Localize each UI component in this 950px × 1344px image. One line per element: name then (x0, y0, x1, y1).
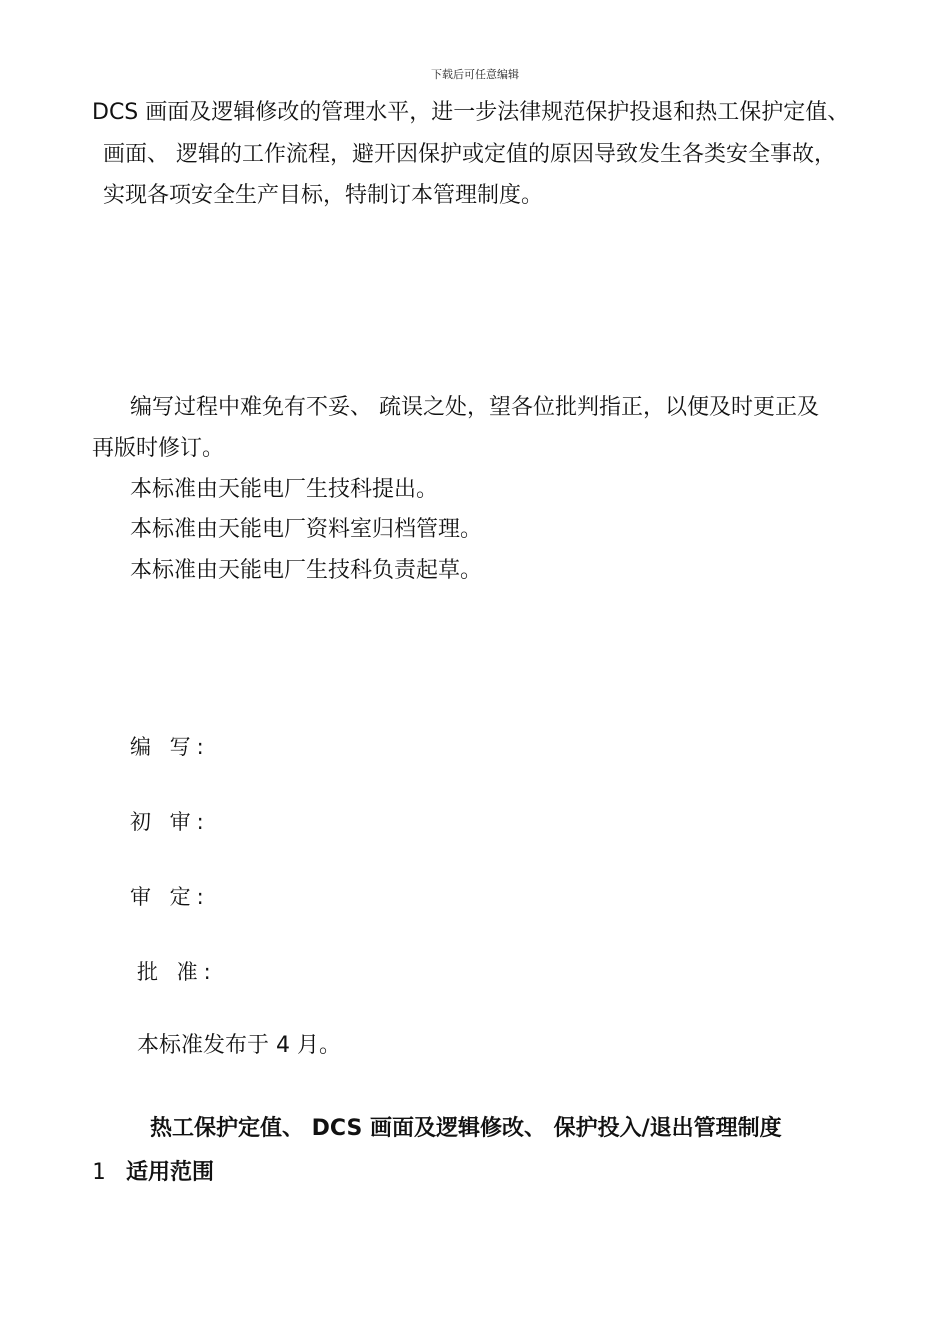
preface-line-1: 编写过程中难免有不妥、 疏误之处，望各位批判指正，以便及时更正及 (130, 395, 819, 420)
intro-line-3: 实现各项安全生产目标，特制订本管理制度。 (103, 183, 544, 208)
preface-line-5: 本标准由天能电厂生技科负责起草。 (130, 558, 483, 583)
signoff-first-review: 初 审: (130, 810, 210, 834)
signoff-review: 审 定: (130, 885, 210, 909)
section-title: 适用范围 (126, 1160, 215, 1185)
signoff-write: 编 写: (130, 735, 210, 759)
preface-line-3: 本标准由天能电厂生技科提出。 (130, 477, 439, 502)
signoff-approve: 批 准: (137, 960, 217, 984)
header-note: 下载后可任意编辑 (431, 68, 519, 81)
intro-line-1: DCS 画面及逻辑修改的管理水平，进一步法律规范保护投退和热工保护定值、 (92, 100, 850, 125)
section-number: 1 (92, 1160, 106, 1185)
preface-line-2: 再版时修订。 (92, 436, 225, 461)
preface-line-4: 本标准由天能电厂资料室归档管理。 (130, 517, 483, 542)
document-title: 热工保护定值、 DCS 画面及逻辑修改、 保护投入/退出管理制度 (150, 1116, 782, 1141)
signoff-release: 本标准发布于 4 月。 (137, 1033, 341, 1058)
intro-line-2: 画面、 逻辑的工作流程，避开因保护或定值的原因导致发生各类安全事故， (103, 142, 836, 167)
